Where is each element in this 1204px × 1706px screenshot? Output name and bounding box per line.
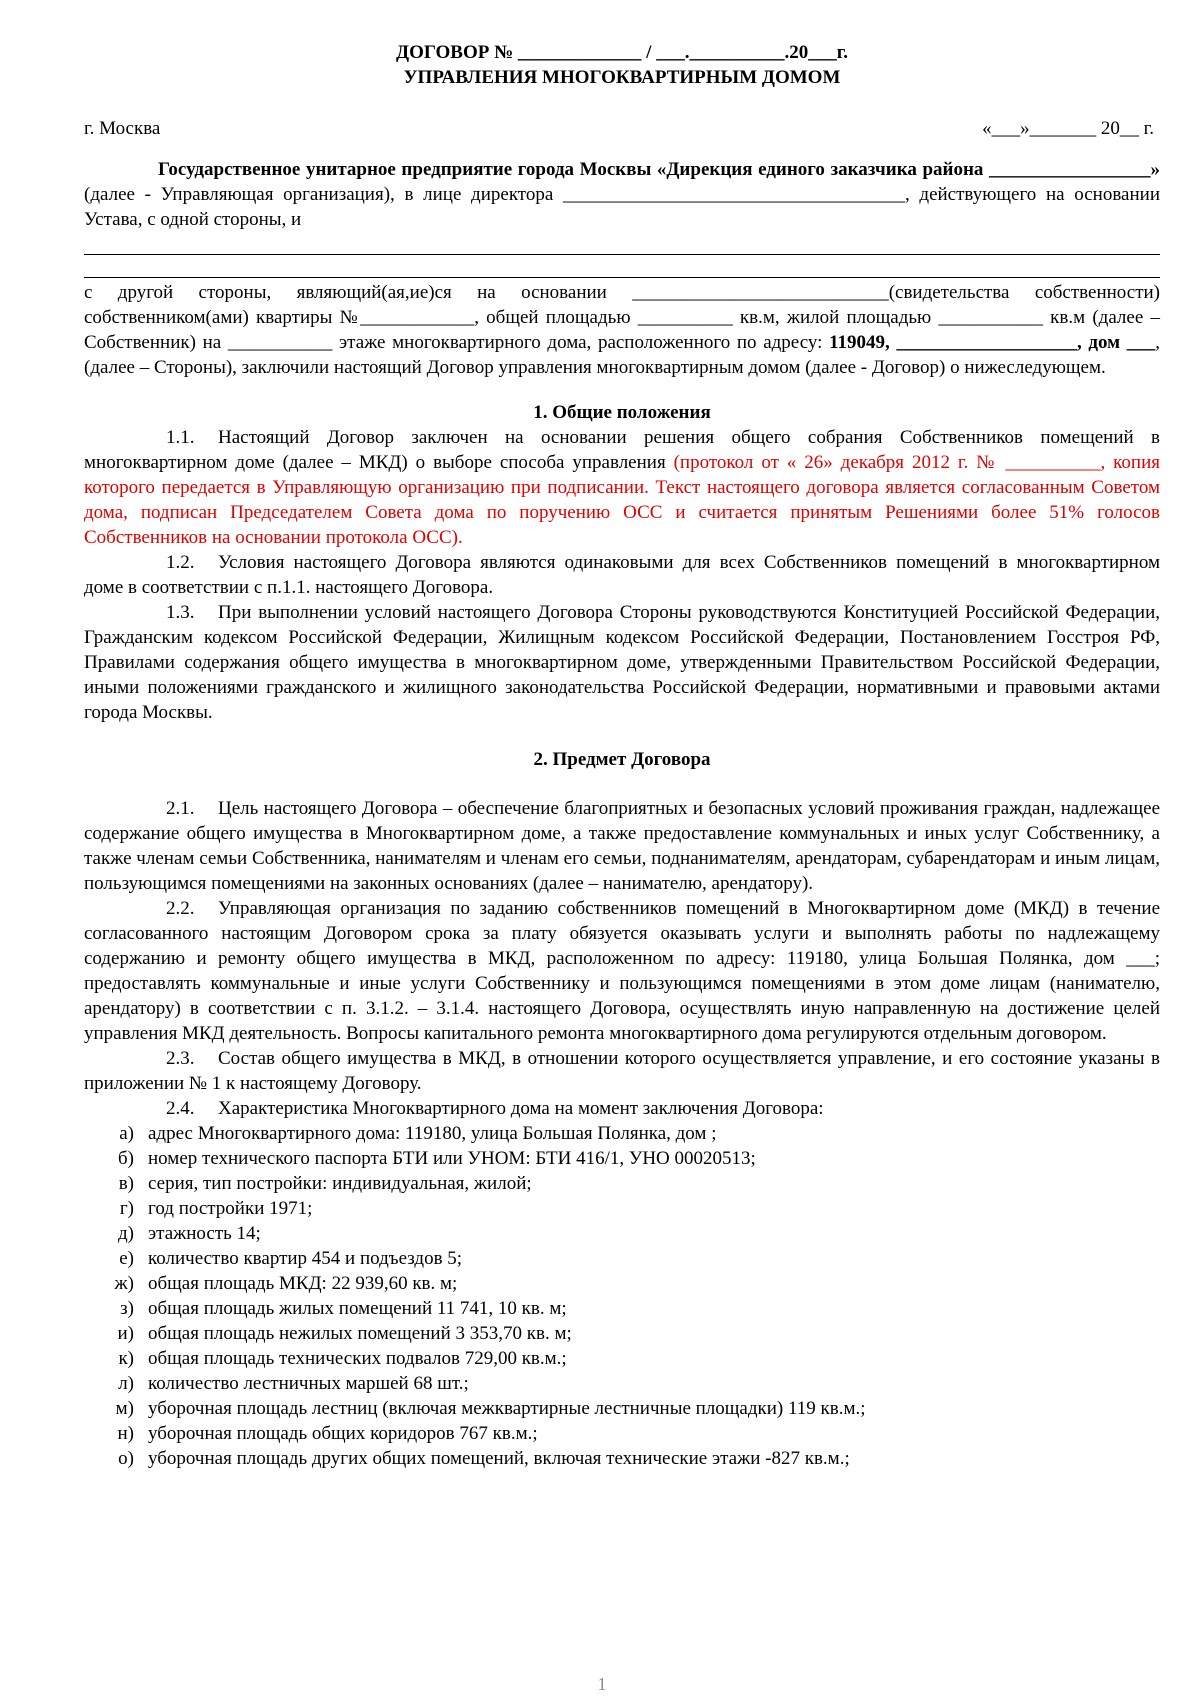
building-characteristics-list	[84, 1121, 1160, 1471]
clause-2-1	[84, 796, 1160, 896]
owner-address: 119049, ___________________, дом ___	[829, 332, 1156, 353]
list-text: уборочная площадь общих коридоров 767 кв.м.;	[148, 1423, 538, 1444]
contract-subtitle: УПРАВЛЕНИЯ МНОГОКВАРТИРНЫМ ДОМОМ	[403, 67, 841, 88]
clause-number: 1.1.	[166, 427, 195, 448]
clause-text: Условия настоящего Договора являются одинаковыми для всех Собственников помещений в многоквартирном доме в соответствии с п.1.1. настоящего Договора.	[84, 552, 1160, 598]
blank-line	[84, 277, 1160, 278]
clause-text: При выполнении условий настоящего Договора Стороны руководствуются Конституцией Российской Федерации, Гражданским кодексом Российской Федерации, Жилищным кодексом Российской Федерации, Постановлением Госстроя РФ, Правилами содержания общего имущества в многоквартирном доме, утвержденными Правительством Российской Федерации, иными положениями гражданского и жилищного законодательства Российской Федерации, нормативными и правовыми актами города Москвы.	[84, 602, 1160, 723]
list-item	[84, 1246, 1160, 1271]
list-item	[84, 1271, 1160, 1296]
clause-1-3	[84, 600, 1160, 725]
clause-2-4	[84, 1096, 1160, 1121]
list-item	[84, 1321, 1160, 1346]
list-item	[84, 1396, 1160, 1421]
list-text: адрес Многоквартирного дома: 119180, улица Большая Полянка, дом ;	[148, 1123, 717, 1144]
list-text: общая площадь МКД: 22 939,60 кв. м;	[148, 1273, 458, 1294]
list-text: общая площадь жилых помещений 11 741, 10 кв. м;	[148, 1298, 567, 1319]
list-item	[84, 1446, 1160, 1471]
clause-red-text: (протокол от « 26» декабря 2012 г. № __________, копия которого передается в Управляющую организацию при подписании. Текст настоящего договора является согласованным Советом дома, подписан Председателем Совета дома по поручению ОСС и считается принятым Решениями более 51% голосов Собственников на основании протокола ОСС).	[84, 452, 1160, 548]
section-2-heading: 2. Предмет Договора	[533, 749, 711, 770]
list-text: общая площадь нежилых помещений 3 353,70 кв. м;	[148, 1323, 572, 1344]
page-number: 1	[597, 1674, 607, 1694]
clause-text: Настоящий Договор заключен на основании решения общего собрания Собственников помещений в многоквартирном доме (далее – МКД) о выборе способа управления	[84, 427, 1160, 473]
owner-text: с другой стороны, являющий(ая,ие)ся на основании ___________________________(свидетельства собственности) собственником(ами) квартиры №____________, общей площадью __________ кв.м, жилой площадью ___________ кв.м (далее – Собственник) на ___________ этаже многоквартирного дома, расположенного по адресу:	[84, 282, 1160, 353]
list-item	[84, 1221, 1160, 1246]
clause-text: Управляющая организация по заданию собственников помещений в Многоквартирном доме (МКД) в течение согласованного настоящим Договором срока за плату обязуется оказывать услуги и выполнять работы по надлежащему содержанию и ремонту общего имущества в МКД, расположенном по адресу: 119180, улица Большая Полянка, дом ___; предоставлять коммунальные и иные услуги Собственнику и пользующимся помещениями в этом доме лицам (нанимателю, арендатору) в соответствии с п. 3.1.2. – 3.1.4. настоящего Договора, осуществлять иную направленную на достижение целей управления МКД деятельность. Вопросы капитального ремонта многоквартирного дома регулируются отдельным договором.	[84, 898, 1160, 1044]
blank-line	[84, 254, 1160, 255]
list-item	[84, 1121, 1160, 1146]
document-body	[84, 40, 1160, 1471]
organization-details: (далее - Управляющая организация), в лице директора ____________________________________, действующего на основании Устава, с одной стороны, и	[84, 184, 1160, 230]
list-text: серия, тип постройки: индивидуальная, жилой;	[148, 1173, 532, 1194]
list-text: номер технического паспорта БТИ или УНОМ: БТИ 416/1, УНО 00020513;	[148, 1148, 756, 1169]
list-item	[84, 1296, 1160, 1321]
list-text: количество квартир 454 и подъездов 5;	[148, 1248, 463, 1269]
list-letter: л)	[118, 1373, 134, 1394]
list-letter: з)	[120, 1298, 134, 1319]
contract-title: ДОГОВОР № _____________ / ___.__________.20___г.	[396, 42, 848, 63]
clause-number: 1.2.	[166, 552, 195, 573]
owner-text-end: , (далее – Стороны), заключили настоящий Договор управления многоквартирным домом (далее - Договор) о нижеследующем.	[84, 332, 1160, 378]
clause-text: Характеристика Многоквартирного дома на момент заключения Договора:	[218, 1098, 824, 1119]
list-letter: б)	[118, 1148, 134, 1169]
list-item	[84, 1421, 1160, 1446]
clause-text: Цель настоящего Договора – обеспечение благоприятных и безопасных условий проживания граждан, надлежащее содержание общего имущества в Многоквартирном доме, а также предоставление коммунальных и иных услуг Собственнику, а также членам семьи Собственника, нанимателям и членам его семьи, поднанимателям, арендаторам, субарендаторам и иным лицам, пользующимся помещениями на законных основаниях (далее – нанимателю, арендатору).	[84, 798, 1160, 894]
list-item	[84, 1196, 1160, 1221]
clause-number: 2.3.	[166, 1048, 195, 1069]
list-letter: в)	[118, 1173, 134, 1194]
organization-name: Государственное унитарное предприятие города Москвы «Дирекция единого заказчика района _________________»	[158, 159, 1160, 180]
clause-1-1	[84, 425, 1160, 550]
list-text: количество лестничных маршей 68 шт.;	[148, 1373, 469, 1394]
list-letter: ж)	[114, 1273, 134, 1294]
clause-2-3	[84, 1046, 1160, 1096]
list-text: этажность 14;	[148, 1223, 261, 1244]
clause-2-2	[84, 896, 1160, 1046]
list-text: год постройки 1971;	[148, 1198, 313, 1219]
list-letter: д)	[118, 1223, 134, 1244]
city: г. Москва	[84, 118, 161, 139]
list-letter: н)	[117, 1423, 134, 1444]
list-item	[84, 1146, 1160, 1171]
city-date-row	[84, 116, 1160, 141]
section-1-heading: 1. Общие положения	[533, 402, 711, 423]
list-letter: о)	[118, 1448, 134, 1469]
list-text: общая площадь технических подвалов 729,00 кв.м.;	[148, 1348, 567, 1369]
list-item	[84, 1171, 1160, 1196]
list-letter: а)	[119, 1123, 134, 1144]
list-item	[84, 1346, 1160, 1371]
list-letter: м)	[115, 1398, 134, 1419]
contract-date: «___»_______ 20__ г.	[982, 118, 1154, 139]
intro-paragraph	[84, 157, 1160, 232]
clause-number: 2.4.	[166, 1098, 195, 1119]
clause-number: 2.1.	[166, 798, 195, 819]
clause-number: 2.2.	[166, 898, 195, 919]
list-item	[84, 1371, 1160, 1396]
list-letter: е)	[119, 1248, 134, 1269]
list-letter: к)	[118, 1348, 134, 1369]
clause-1-2	[84, 550, 1160, 600]
list-letter: г)	[119, 1198, 134, 1219]
clause-text: Состав общего имущества в МКД, в отношении которого осуществляется управление, и его состояние указаны в приложении № 1 к настоящему Договору.	[84, 1048, 1160, 1094]
owner-paragraph	[84, 280, 1160, 380]
list-letter: и)	[117, 1323, 134, 1344]
clause-number: 1.3.	[166, 602, 195, 623]
list-text: уборочная площадь лестниц (включая межквартирные лестничные площадки) 119 кв.м.;	[148, 1398, 866, 1419]
list-text: уборочная площадь других общих помещений, включая технические этажи -827 кв.м.;	[148, 1448, 850, 1469]
